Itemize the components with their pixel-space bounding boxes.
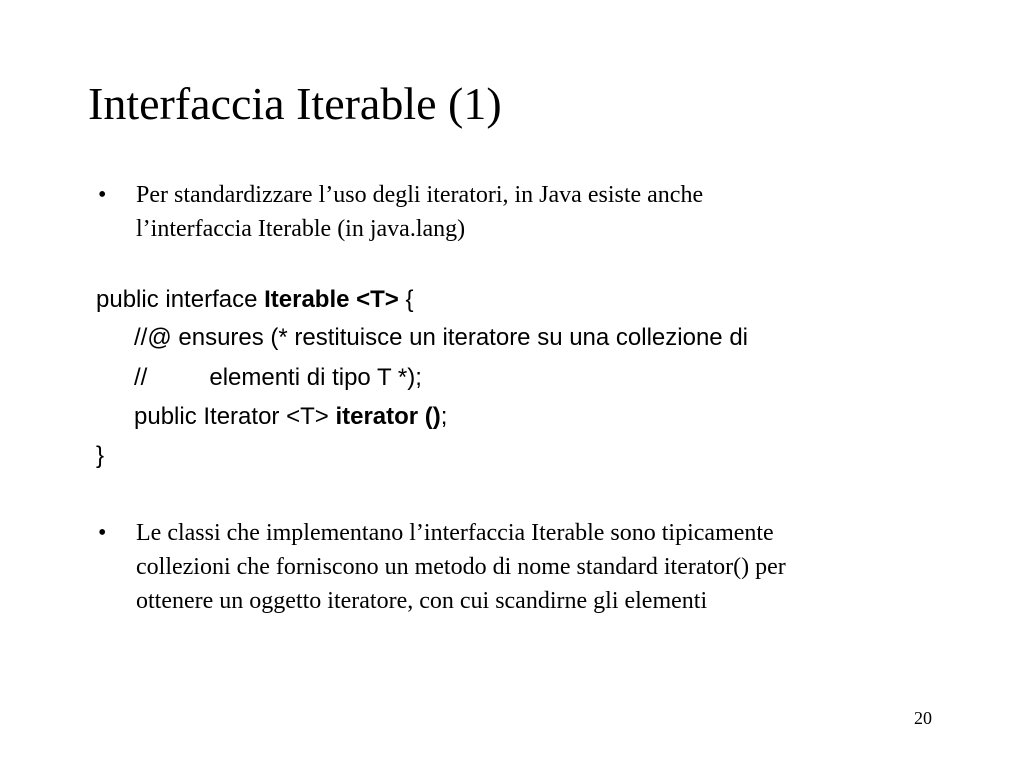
bullet-text xyxy=(136,516,926,618)
code-line-comment-ensures: //@ ensures (* restituisce un iteratore su una collezione di xyxy=(134,324,749,351)
code-text: elementi di tipo T *); xyxy=(209,364,422,391)
bullet-icon: • xyxy=(98,520,107,546)
bullet-line: l’interfaccia Iterable (in java.lang) xyxy=(136,216,466,242)
code-method-iterator: iterator () xyxy=(335,403,441,430)
code-line-method-declaration xyxy=(134,402,447,432)
bullet-line: Per standardizzare l’uso degli iteratori, in Java esiste anche xyxy=(136,182,704,208)
bullet-line: Le classi che implementano l’interfaccia Iterable sono tipicamente xyxy=(136,520,774,546)
slide-title: Interfaccia Iterable (1) xyxy=(88,78,502,129)
code-keyword-iterable: Iterable <T> xyxy=(264,286,399,313)
bullet-line: ottenere un oggetto iteratore, con cui scandirne gli elementi xyxy=(136,588,708,614)
bullet-text xyxy=(136,178,926,246)
code-line-closing-brace: } xyxy=(96,442,105,469)
code-comment-marker: // xyxy=(134,364,148,391)
code-text: public Iterator <T> xyxy=(134,403,336,430)
code-text: { xyxy=(398,286,414,313)
code-text: ; xyxy=(440,403,448,430)
code-text: public interface xyxy=(96,286,265,313)
code-line-interface-declaration xyxy=(96,285,414,315)
page-number: 20 xyxy=(914,708,932,728)
code-line-comment-continuation xyxy=(134,363,422,393)
bullet-line: collezioni che forniscono un metodo di nome standard iterator() per xyxy=(136,554,786,580)
bullet-icon: • xyxy=(98,182,107,208)
